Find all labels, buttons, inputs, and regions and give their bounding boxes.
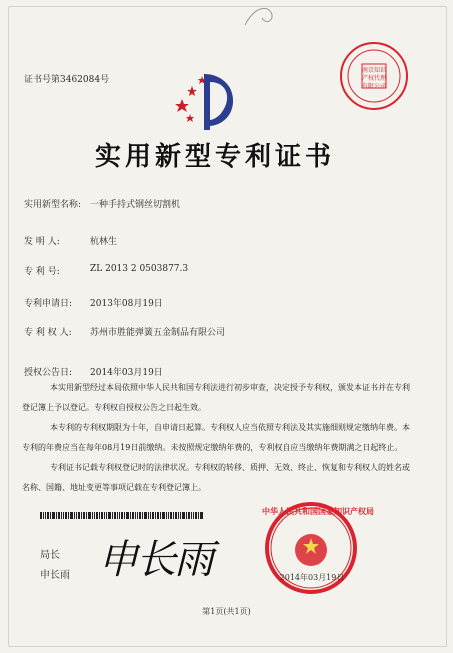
patent-office-logo-icon bbox=[172, 64, 242, 134]
director-title: 局长 bbox=[40, 550, 60, 561]
director-name: 申长雨 bbox=[40, 570, 70, 581]
body-paragraph: 本实用新型经过本局依照中华人民共和国专利法进行初步审查，决定授予专利权，颁发本证书并在专利登记簿上予以登记。专利权自授权公告之日起生效。 bbox=[22, 383, 410, 412]
agency-stamp bbox=[338, 40, 410, 112]
field-value-filing-date: 2013年08月19日 bbox=[90, 299, 163, 309]
body-paragraph: 专利证书记载专利权登记时的法律状况。专利权的转移、质押、无效、终止、恢复和专利权人的姓名或名称、国籍、地址变更等事项记载在专利登记簿上。 bbox=[22, 463, 410, 492]
agency-stamp-text: 南京知识产权代理有限公司 bbox=[361, 67, 386, 90]
certificate-body bbox=[22, 378, 417, 498]
field-label-patent-number: 专 利 号: bbox=[24, 267, 60, 277]
director-signature: 申长雨 bbox=[98, 537, 212, 583]
corner-swirl-icon bbox=[240, 0, 280, 30]
field-label-filing-date: 专利申请日: bbox=[24, 299, 73, 309]
seal-text: 中华人民共和国国家知识产权局 bbox=[262, 506, 374, 516]
field-label-name: 实用新型名称: bbox=[24, 200, 82, 210]
official-seal bbox=[252, 500, 374, 596]
field-label-grant-date: 授权公告日: bbox=[24, 368, 73, 378]
field-label-inventor: 发 明 人: bbox=[24, 237, 60, 247]
field-value-inventor: 杭林生 bbox=[90, 237, 118, 247]
certificate-title: 实用新型专利证书 bbox=[95, 142, 336, 172]
page-footer: 第1页(共1页) bbox=[202, 607, 251, 616]
field-value-patentee: 苏州市胜能弹簧五金制品有限公司 bbox=[90, 328, 226, 338]
field-value-patent-number: ZL 2013 2 0503877.3 bbox=[90, 264, 189, 274]
field-value-grant-date: 2014年03月19日 bbox=[90, 368, 163, 378]
field-label-patentee: 专 利 权 人: bbox=[24, 328, 72, 338]
field-value-name: 一种手持式钢丝切割机 bbox=[90, 200, 181, 210]
certificate-number: 证书号第3462084号 bbox=[24, 75, 110, 85]
seal-date: 2014年03月19日 bbox=[279, 573, 345, 582]
barcode bbox=[40, 512, 203, 519]
body-paragraph: 本专利的专利权期限为十年，自申请日起算。专利权人应当依照专利法及其实施细则规定缴纳年费。本专利的年费应当在每年08月19日前缴纳。未按照规定缴纳年费的，专利权自应当缴纳年费期满之日起终止。 bbox=[22, 423, 410, 452]
